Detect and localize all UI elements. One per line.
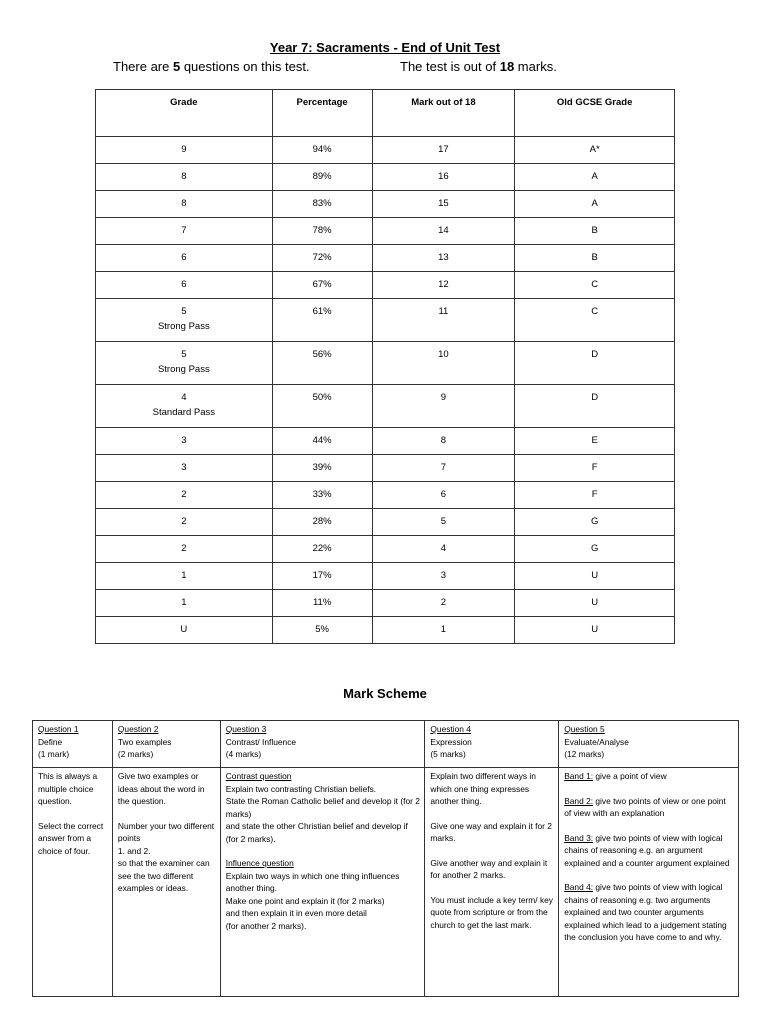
grade-table-header bbox=[96, 90, 675, 137]
guidance-text: You must include a key term/ key quote from scripture or from the church to get the last mark. bbox=[430, 894, 553, 930]
old-gcse-cell-value: F bbox=[591, 489, 598, 500]
percentage-cell-value: 22% bbox=[312, 543, 332, 554]
question-4-header bbox=[425, 721, 559, 768]
question-count-note: There are 5 questions on this test. bbox=[113, 59, 310, 74]
percentage-cell-value: 39% bbox=[312, 462, 332, 473]
mark-cell-value: 12 bbox=[438, 279, 449, 290]
old-gcse-cell bbox=[515, 536, 675, 563]
mark-cell bbox=[372, 137, 515, 164]
question-type: Evaluate/Analyse bbox=[564, 736, 629, 747]
band-label: Band 4: bbox=[564, 882, 594, 892]
old-gcse-cell bbox=[515, 590, 675, 617]
mark-scheme-title: Mark Scheme bbox=[343, 686, 427, 701]
mark-cell-value: 2 bbox=[440, 597, 447, 608]
mark-cell bbox=[372, 164, 515, 191]
grade-cell bbox=[96, 272, 273, 299]
old-gcse-cell-value: F bbox=[591, 462, 598, 473]
old-gcse-cell bbox=[515, 509, 675, 536]
mark-cell-value: 17 bbox=[438, 144, 449, 155]
question-1-guidance bbox=[33, 768, 113, 997]
pass-label: Strong Pass bbox=[157, 364, 210, 375]
grade-table-body bbox=[96, 137, 675, 644]
guidance-text: Select the correct answer from a choice of four. bbox=[38, 820, 104, 856]
old-gcse-cell-value: U bbox=[591, 597, 599, 608]
grade-row bbox=[96, 590, 675, 617]
mark-cell bbox=[372, 272, 515, 299]
pass-label: Standard Pass bbox=[152, 407, 215, 418]
percentage-cell bbox=[272, 590, 372, 617]
grade-row bbox=[96, 509, 675, 536]
total-marks-note: The test is out of 18 marks. bbox=[400, 59, 557, 74]
percentage-cell-value: 83% bbox=[312, 198, 332, 209]
grade-row bbox=[96, 455, 675, 482]
mark-cell-value: 16 bbox=[438, 171, 449, 182]
guidance-paragraph bbox=[564, 770, 734, 783]
percentage-cell-value: 72% bbox=[312, 252, 332, 263]
grade-cell-value: 2 bbox=[181, 543, 187, 554]
percentage-cell bbox=[272, 299, 372, 342]
guidance-paragraph bbox=[564, 881, 734, 944]
mark-cell-value: 13 bbox=[438, 252, 449, 263]
percentage-cell bbox=[272, 272, 372, 299]
mark-cell-value: 4 bbox=[440, 543, 447, 554]
guidance-paragraph bbox=[226, 770, 421, 845]
percentage-cell bbox=[272, 137, 372, 164]
old-gcse-cell bbox=[515, 617, 675, 644]
header-grade: Grade bbox=[96, 90, 273, 137]
old-gcse-cell-value: E bbox=[591, 435, 598, 446]
question-marks: (1 mark) bbox=[38, 749, 70, 759]
grade-cell bbox=[96, 509, 273, 536]
grade-row bbox=[96, 299, 675, 342]
grade-row bbox=[96, 385, 675, 428]
question-1-header bbox=[33, 721, 113, 768]
guidance-heading: Influence question bbox=[225, 858, 294, 868]
guidance-text: give two points of view with logical chains of reasoning e.g. two arguments explained and two counter arguments explained which lead to a judgement stating the conclusion you have come to and why. bbox=[564, 882, 727, 942]
percentage-cell bbox=[272, 385, 372, 428]
guidance-paragraph bbox=[38, 820, 108, 858]
old-gcse-cell-value: B bbox=[591, 252, 598, 263]
grade-row bbox=[96, 536, 675, 563]
mark-cell bbox=[372, 299, 515, 342]
percentage-cell bbox=[272, 482, 372, 509]
percentage-cell bbox=[272, 617, 372, 644]
old-gcse-cell bbox=[515, 299, 675, 342]
question-2-guidance bbox=[112, 768, 220, 997]
percentage-cell bbox=[272, 191, 372, 218]
pass-label: Strong Pass bbox=[157, 321, 210, 332]
guidance-heading: Contrast question bbox=[225, 771, 292, 781]
question-5-header bbox=[559, 721, 739, 768]
mark-cell bbox=[372, 455, 515, 482]
question-marks: (2 marks) bbox=[117, 749, 154, 759]
grade-cell bbox=[96, 617, 273, 644]
old-gcse-cell bbox=[515, 428, 675, 455]
guidance-paragraph bbox=[430, 770, 554, 808]
guidance-paragraph bbox=[38, 770, 108, 808]
mark-cell bbox=[372, 191, 515, 218]
grade-cell bbox=[96, 482, 273, 509]
grade-row bbox=[96, 218, 675, 245]
question-marks: (4 marks) bbox=[225, 749, 262, 759]
percentage-cell bbox=[272, 218, 372, 245]
header-mark: Mark out of 18 bbox=[372, 90, 515, 137]
grade-row bbox=[96, 563, 675, 590]
question-4-guidance bbox=[425, 768, 559, 997]
grade-cell-value: 5 bbox=[181, 349, 187, 360]
guidance-paragraph bbox=[118, 820, 216, 895]
band-label: Band 2: bbox=[564, 795, 594, 806]
guidance-text: Give one way and explain it for 2 marks. bbox=[430, 820, 552, 843]
grade-cell bbox=[96, 191, 273, 218]
percentage-cell-value: 5% bbox=[315, 624, 329, 635]
old-gcse-cell bbox=[515, 563, 675, 590]
guidance-text: This is always a multiple choice question. bbox=[38, 771, 98, 806]
mark-cell-value: 6 bbox=[440, 489, 447, 500]
question-label: Question 4 bbox=[430, 724, 471, 734]
mark-cell-value: 10 bbox=[438, 349, 449, 360]
question-5-guidance bbox=[559, 768, 739, 997]
grade-cell bbox=[96, 385, 273, 428]
percentage-cell-value: 94% bbox=[312, 144, 332, 155]
grade-row bbox=[96, 272, 675, 299]
page-title: Year 7: Sacraments - End of Unit Test bbox=[269, 40, 501, 55]
old-gcse-cell-value: A* bbox=[589, 144, 600, 155]
mark-cell-value: 9 bbox=[440, 392, 447, 403]
grade-cell-value: 3 bbox=[181, 435, 187, 446]
grade-row bbox=[96, 191, 675, 218]
percentage-cell-value: 17% bbox=[312, 570, 332, 581]
grade-cell-value: 7 bbox=[181, 225, 187, 236]
old-gcse-cell-value: U bbox=[591, 624, 599, 635]
percentage-cell bbox=[272, 536, 372, 563]
guidance-text: Give another way and explain it for another 2 marks. bbox=[430, 857, 548, 880]
question-type: Expression bbox=[430, 736, 472, 747]
grade-cell bbox=[96, 590, 273, 617]
mark-cell bbox=[372, 509, 515, 536]
percentage-cell-value: 89% bbox=[312, 171, 332, 182]
mark-cell-value: 8 bbox=[440, 435, 447, 446]
old-gcse-cell-value: G bbox=[590, 516, 599, 527]
percentage-cell bbox=[272, 428, 372, 455]
grade-cell-value: 8 bbox=[181, 198, 187, 209]
guidance-text: give a point of view bbox=[593, 771, 667, 781]
old-gcse-cell bbox=[515, 455, 675, 482]
grade-cell bbox=[96, 245, 273, 272]
percentage-cell bbox=[272, 509, 372, 536]
question-type: Contrast/ Influence bbox=[225, 736, 297, 747]
percentage-cell bbox=[272, 563, 372, 590]
guidance-text: Number your two different points 1. and 2. so that the examiner can see the two different examples or ideas. bbox=[117, 820, 215, 893]
mark-cell bbox=[372, 563, 515, 590]
grade-cell-value: 1 bbox=[181, 597, 187, 608]
mark-cell-value: 14 bbox=[438, 225, 449, 236]
grade-cell-value: 9 bbox=[181, 144, 187, 155]
old-gcse-cell-value: A bbox=[591, 171, 598, 182]
question-label: Question 5 bbox=[564, 724, 605, 734]
old-gcse-cell-value: G bbox=[590, 543, 599, 554]
grade-cell-value: 8 bbox=[181, 171, 187, 182]
grade-cell-value: 1 bbox=[181, 570, 187, 581]
grade-cell bbox=[96, 164, 273, 191]
guidance-text: Explain two different ways in which one thing expresses another thing. bbox=[430, 771, 536, 806]
old-gcse-cell bbox=[515, 342, 675, 385]
percentage-cell bbox=[272, 342, 372, 385]
percentage-cell bbox=[272, 164, 372, 191]
percentage-cell bbox=[272, 455, 372, 482]
percentage-cell-value: 33% bbox=[312, 489, 332, 500]
percentage-cell bbox=[272, 245, 372, 272]
guidance-paragraph bbox=[118, 770, 216, 808]
question-2-header bbox=[112, 721, 220, 768]
percentage-cell-value: 28% bbox=[312, 516, 332, 527]
percentage-cell-value: 56% bbox=[312, 349, 332, 360]
grade-cell-value: 4 bbox=[181, 392, 187, 403]
percentage-cell-value: 11% bbox=[312, 597, 332, 608]
grade-row bbox=[96, 342, 675, 385]
guidance-text: give two points of view or one point of view with an explanation bbox=[564, 795, 726, 818]
grade-cell-value: U bbox=[180, 624, 188, 635]
mark-cell-value: 3 bbox=[440, 570, 447, 581]
grade-row bbox=[96, 245, 675, 272]
grade-cell-value: 6 bbox=[181, 279, 187, 290]
guidance-paragraph bbox=[564, 795, 734, 820]
mark-cell-value: 15 bbox=[438, 198, 449, 209]
guidance-text: Explain two ways in which one thing influences another thing. Make one point and explain it (for 2 marks) and then explain it in even more detail (for another 2 marks). bbox=[225, 870, 400, 931]
question-marks: (12 marks) bbox=[564, 749, 605, 759]
old-gcse-cell bbox=[515, 164, 675, 191]
grade-cell-value: 6 bbox=[181, 252, 187, 263]
percentage-cell-value: 67% bbox=[312, 279, 332, 290]
question-3-guidance bbox=[220, 768, 425, 997]
grade-cell bbox=[96, 137, 273, 164]
mark-cell bbox=[372, 245, 515, 272]
grade-cell bbox=[96, 455, 273, 482]
mark-cell bbox=[372, 482, 515, 509]
question-type: Two examples bbox=[117, 736, 172, 747]
grade-row bbox=[96, 428, 675, 455]
old-gcse-cell bbox=[515, 245, 675, 272]
percentage-cell-value: 78% bbox=[312, 225, 332, 236]
old-gcse-cell-value: C bbox=[591, 279, 599, 290]
old-gcse-cell-value: U bbox=[591, 570, 599, 581]
band-label: Band 3: bbox=[564, 832, 594, 843]
mark-cell bbox=[372, 385, 515, 428]
mark-scheme-header-row bbox=[33, 721, 739, 768]
mark-cell-value: 7 bbox=[440, 462, 447, 473]
old-gcse-cell-value: D bbox=[591, 349, 599, 360]
guidance-paragraph bbox=[430, 857, 554, 882]
percentage-cell-value: 50% bbox=[312, 392, 332, 403]
old-gcse-cell bbox=[515, 272, 675, 299]
question-3-header bbox=[220, 721, 425, 768]
grade-cell-value: 3 bbox=[181, 462, 187, 473]
grade-cell bbox=[96, 342, 273, 385]
mark-cell bbox=[372, 536, 515, 563]
grade-cell bbox=[96, 428, 273, 455]
grade-row bbox=[96, 617, 675, 644]
mark-cell-value: 5 bbox=[440, 516, 447, 527]
percentage-cell-value: 61% bbox=[312, 306, 332, 317]
grade-cell bbox=[96, 536, 273, 563]
header-old-gcse: Old GCSE Grade bbox=[515, 90, 675, 137]
mark-cell bbox=[372, 218, 515, 245]
old-gcse-cell bbox=[515, 137, 675, 164]
mark-cell bbox=[372, 428, 515, 455]
header-percentage: Percentage bbox=[272, 90, 372, 137]
old-gcse-cell bbox=[515, 218, 675, 245]
question-label: Question 2 bbox=[117, 724, 159, 734]
grade-cell bbox=[96, 299, 273, 342]
guidance-text: Explain two contrasting Christian beliefs. State the Roman Catholic belief and develop it (for 2 marks) and state the other Christian belief and develop if (for 2 marks). bbox=[225, 783, 420, 844]
guidance-text: Give two examples or ideas about the word in the question. bbox=[117, 771, 205, 806]
question-label: Question 3 bbox=[225, 724, 267, 734]
mark-cell-value: 11 bbox=[438, 306, 449, 317]
old-gcse-cell bbox=[515, 191, 675, 218]
question-marks: (5 marks) bbox=[430, 749, 466, 759]
grade-cell-value: 5 bbox=[181, 306, 187, 317]
mark-cell bbox=[372, 590, 515, 617]
question-type: Define bbox=[38, 736, 63, 747]
percentage-cell-value: 44% bbox=[312, 435, 332, 446]
guidance-paragraph bbox=[226, 857, 421, 932]
old-gcse-cell bbox=[515, 385, 675, 428]
grade-cell-value: 2 bbox=[181, 489, 187, 500]
grade-cell-value: 2 bbox=[181, 516, 187, 527]
mark-cell-value: 1 bbox=[440, 624, 447, 635]
old-gcse-cell-value: A bbox=[591, 198, 598, 209]
mark-cell bbox=[372, 617, 515, 644]
grade-boundary-table bbox=[95, 89, 675, 644]
guidance-paragraph bbox=[430, 820, 554, 845]
band-label: Band 1: bbox=[564, 771, 594, 781]
grade-cell bbox=[96, 563, 273, 590]
guidance-paragraph bbox=[564, 832, 734, 870]
grade-cell bbox=[96, 218, 273, 245]
grade-row bbox=[96, 164, 675, 191]
old-gcse-cell-value: C bbox=[591, 306, 599, 317]
guidance-paragraph bbox=[430, 894, 554, 932]
mark-cell bbox=[372, 342, 515, 385]
old-gcse-cell-value: B bbox=[591, 225, 598, 236]
old-gcse-cell bbox=[515, 482, 675, 509]
old-gcse-cell-value: D bbox=[591, 392, 599, 403]
guidance-text: give two points of view with logical chains of reasoning e.g. an argument explained and a counter argument explained bbox=[564, 832, 730, 868]
question-label: Question 1 bbox=[38, 724, 79, 734]
grade-row bbox=[96, 137, 675, 164]
grade-row bbox=[96, 482, 675, 509]
mark-scheme-body-row bbox=[33, 768, 739, 997]
mark-scheme-table bbox=[32, 720, 739, 997]
